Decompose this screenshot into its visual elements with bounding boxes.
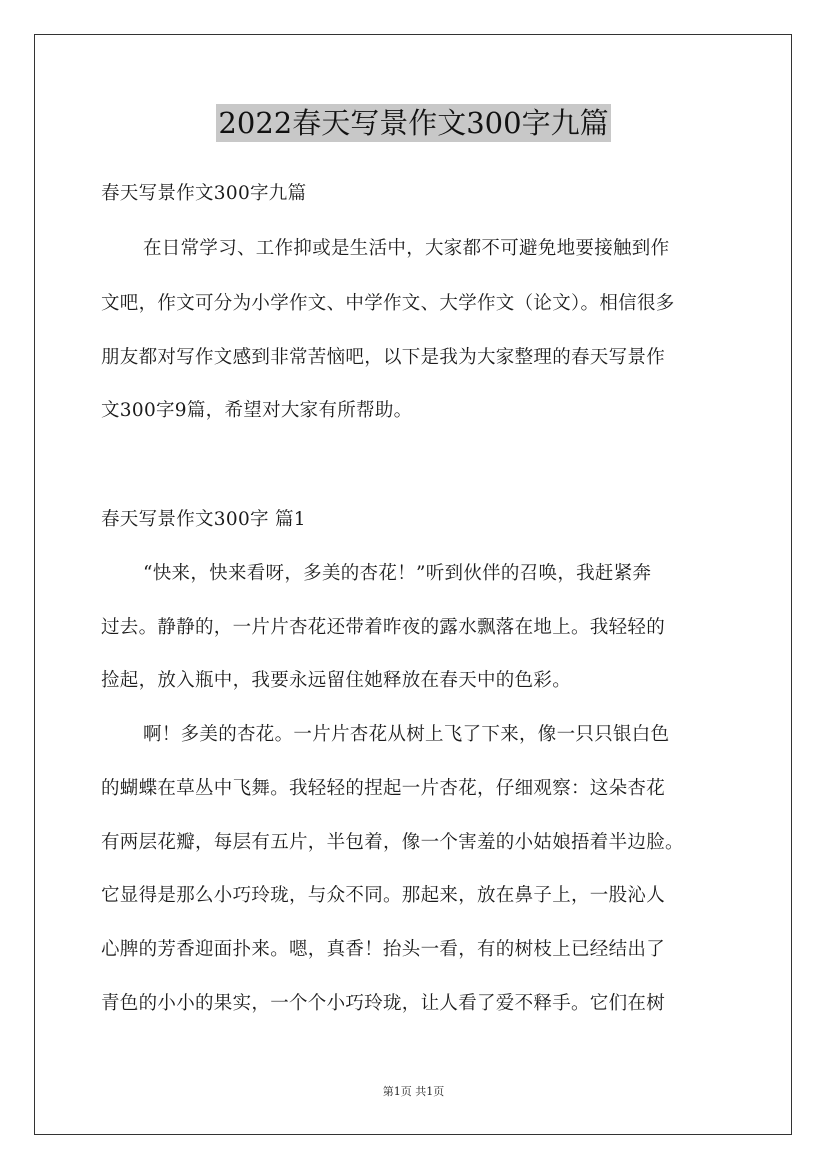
intro-line: 文吧，作文可分为小学作文、中学作文、大学作文（论文）。相信很多 bbox=[101, 293, 675, 314]
paragraph-line: 捡起，放入瓶中，我要永远留住她释放在春天中的色彩。 bbox=[101, 670, 572, 691]
subtitle: 春天写景作文300字九篇 bbox=[101, 183, 307, 204]
page-footer: 第1页 共1页 bbox=[382, 1085, 445, 1098]
paragraph-line: 它显得是那么小巧玲珑，与众不同。那起来，放在鼻子上，一股沁人 bbox=[101, 885, 666, 906]
paragraph-line: 心脾的芳香迎面扑来。嗯，真香！抬头一看，有的树枝上已经结出了 bbox=[101, 939, 666, 960]
document-title: 2022春天写景作文300字九篇 bbox=[218, 106, 609, 140]
paragraph-line: “快来，快来看呀，多美的杏花！”听到伙伴的召唤，我赶紧奔 bbox=[143, 563, 652, 584]
intro-line: 朋友都对写作文感到非常苦恼吧，以下是我为大家整理的春天写景作 bbox=[101, 347, 666, 368]
paragraph-line: 青色的小小的果实，一个个小巧玲珑，让人看了爱不释手。它们在树 bbox=[101, 993, 666, 1014]
section-heading: 春天写景作文300字 篇1 bbox=[101, 509, 306, 530]
paragraph-line: 过去。静静的，一片片杏花还带着昨夜的露水飘落在地上。我轻轻的 bbox=[101, 617, 666, 638]
title-container bbox=[0, 104, 827, 142]
paragraph-line: 啊！多美的杏花。一片片杏花从树上飞了下来，像一只只银白色 bbox=[143, 724, 670, 745]
paragraph-line: 的蝴蝶在草丛中飞舞。我轻轻的捏起一片杏花，仔细观察：这朵杏花 bbox=[101, 778, 666, 799]
paragraph-line: 有两层花瓣，每层有五片，半包着，像一个害羞的小姑娘捂着半边脸。 bbox=[101, 832, 684, 853]
intro-line: 在日常学习、工作抑或是生活中，大家都不可避免地要接触到作 bbox=[143, 238, 670, 259]
intro-line: 文300字9篇，希望对大家有所帮助。 bbox=[101, 400, 413, 421]
